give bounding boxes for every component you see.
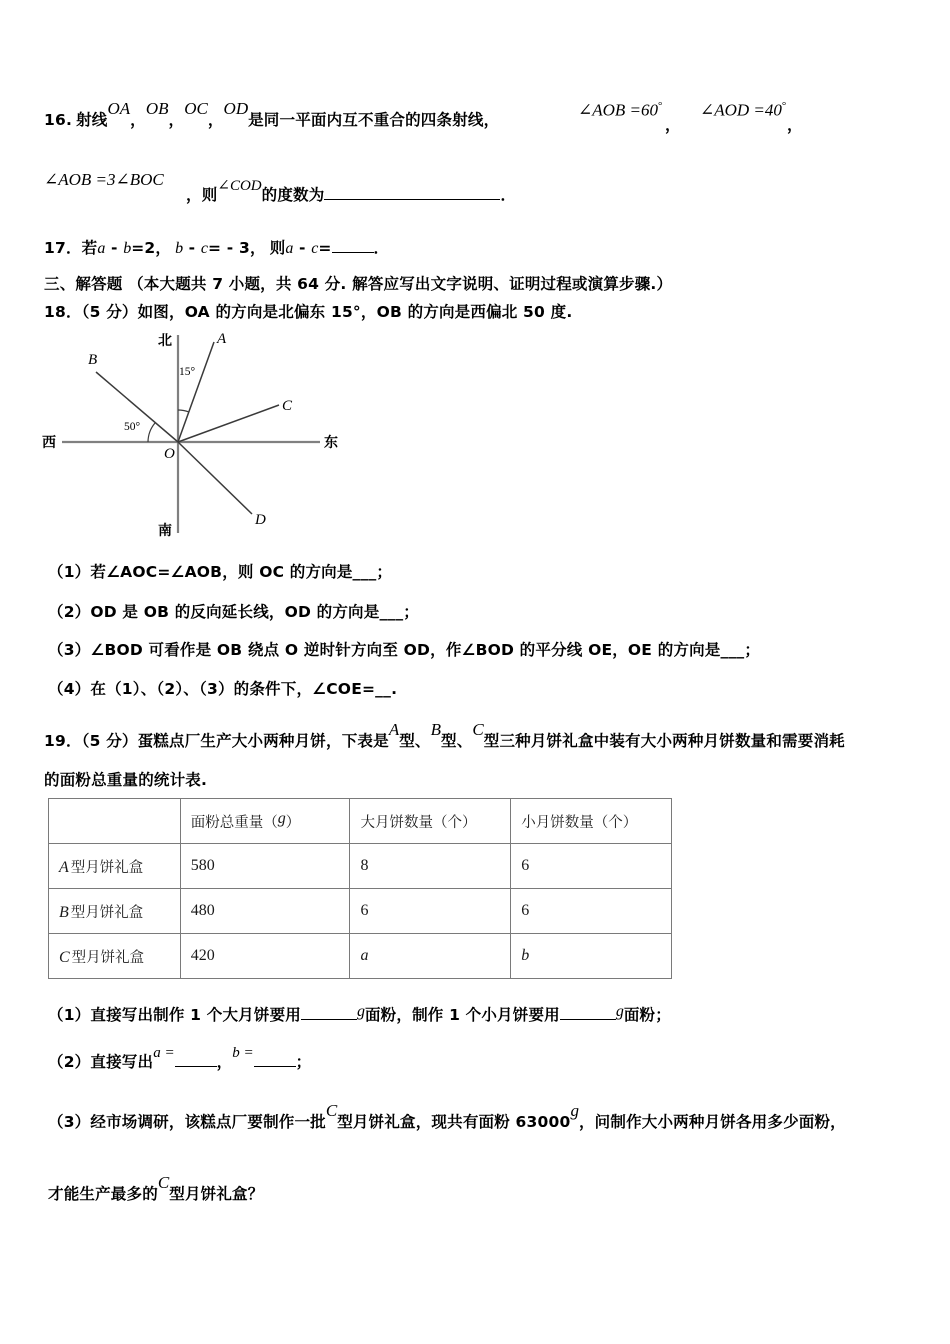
row-label-b — [49, 889, 181, 934]
problem-17 — [44, 236, 389, 258]
sub2-end: ； — [295, 1053, 312, 1071]
sub3-text-b: 型月饼礼盒，现共有面粉 63000 — [337, 1113, 571, 1131]
ray-od-label: OD — [223, 99, 249, 118]
row-c-text: 型月饼礼盒 — [71, 949, 145, 966]
problem-18-sub-3: （3）∠BOD 可看作是 OB 绕点 O 逆时针方向至 OD，作∠BOD 的平分线 OE，OE 的方向是___； — [48, 641, 761, 659]
sub3-line2-a: 才能生产最多的 — [48, 1185, 158, 1203]
cell-a-flour: 580 — [180, 844, 350, 889]
angle-label-15: 15° — [179, 366, 196, 378]
section-header-3: 三、解答题 （本大题共 7 小题，共 64 分. 解答应写出文字说明、证明过程或演算步骤.） — [44, 275, 673, 293]
header-small-count: 小月饼数量（个） — [511, 799, 672, 844]
header-flour-text: 面粉总重量（ — [190, 814, 278, 831]
problem-19-text-2: 型三种月饼礼盒中装有大小两种月饼数量和需要消耗 — [483, 732, 845, 750]
sub1-text-c: 面粉； — [623, 1006, 671, 1024]
eq-1: =2， — [131, 239, 172, 257]
comma-3: ， — [207, 111, 224, 129]
label-south: 南 — [158, 523, 172, 539]
cell-a-big: 8 — [350, 844, 511, 889]
label-ray-a: A — [217, 331, 227, 347]
cell-c-flour: 420 — [180, 934, 350, 979]
ray-oa — [178, 342, 214, 442]
problem-16-lead: 射线 — [76, 111, 108, 129]
header-corner-cell — [49, 799, 181, 844]
minus-2: - — [183, 239, 201, 257]
row-b-text: 型月饼礼盒 — [70, 904, 144, 921]
problem-16-number: 16. — [44, 111, 73, 129]
var-a-2: a — [285, 240, 294, 257]
then-text: ，则 — [186, 186, 218, 204]
eq-3: = — [318, 239, 332, 257]
problem-17-number: 17． — [44, 239, 82, 257]
answer-blank-19-2a[interactable] — [175, 1054, 217, 1067]
angle-aob-relation: ∠AOB =3∠BOC — [44, 170, 164, 189]
table-row — [49, 844, 672, 889]
type-b-label: B — [430, 720, 441, 739]
problem-18-sub-1: （1）若∠AOC=∠AOB，则 OC 的方向是___； — [48, 563, 393, 581]
sub1-text-b: 面粉，制作 1 个小月饼要用 — [364, 1006, 560, 1024]
sub3-text-a: （3）经市场调研，该糕点厂要制作一批 — [48, 1113, 326, 1131]
sub2-text-a: （2）直接写出 — [48, 1053, 154, 1071]
row-label-a — [49, 844, 181, 889]
cell-c-big: a — [350, 934, 511, 979]
problem-19-number: 19． — [44, 732, 82, 750]
mooncake-statistics-table — [48, 798, 672, 979]
comma-2: ， — [168, 111, 185, 129]
minus-1: - — [105, 239, 124, 257]
problem-19-sub-2 — [48, 1045, 312, 1072]
eq-2: = - 3， — [208, 239, 266, 257]
comma-after-aob: ， — [665, 116, 681, 134]
row-c-var: C — [59, 948, 70, 966]
var-b-2: b — [175, 240, 184, 257]
problem-16-body: 是同一平面内互不重合的四条射线， — [248, 111, 500, 129]
angle-aod-value: ∠AOD =40 — [700, 100, 782, 120]
problem-18-text: 如图，OA 的方向是北偏东 15°，OB 的方向是西偏北 50 度. — [137, 303, 573, 321]
label-north: 北 — [158, 333, 172, 349]
angle-cod-label: ∠COD — [217, 178, 262, 194]
cell-a-small: 6 — [511, 844, 672, 889]
problem-16-line2 — [44, 170, 164, 190]
degree-sign-2: ° — [781, 100, 787, 112]
problem-16-given-aod — [700, 100, 786, 120]
period-17: ． — [373, 239, 390, 257]
label-east: 东 — [324, 435, 338, 451]
var-a-eq: a = — [153, 1045, 175, 1061]
header-big-count: 大月饼数量（个） — [350, 799, 511, 844]
cell-b-flour: 480 — [180, 889, 350, 934]
row-label-c — [49, 934, 181, 979]
unit-g-3: g — [570, 1101, 579, 1120]
problem-16-given-aob — [578, 100, 662, 120]
label-ray-b: B — [88, 352, 98, 368]
var-b-1: b — [123, 240, 132, 257]
type-c-label: C — [472, 720, 484, 739]
problem-19-stem-line2: 的面粉总重量的统计表. — [44, 771, 208, 789]
label-origin-o: O — [164, 446, 175, 462]
answer-blank-19-2b[interactable] — [254, 1054, 296, 1067]
cell-b-small: 6 — [511, 889, 672, 934]
unit-g-2: g — [615, 1003, 624, 1020]
row-a-text: 型月饼礼盒 — [70, 859, 144, 876]
cell-c-small: b — [511, 934, 672, 979]
answer-blank-16[interactable] — [324, 187, 500, 200]
problem-16-line1 — [44, 99, 500, 130]
ray-oc — [178, 405, 279, 442]
compass-rays-diagram — [36, 322, 356, 542]
problem-18-sub-4: （4）在（1）、（2）、（3）的条件下，∠COE=__. — [48, 680, 398, 698]
row-a-var: A — [59, 858, 69, 876]
sub1-text-a: （1）直接写出制作 1 个大月饼要用 — [48, 1006, 301, 1024]
sub3-text-c: ，问制作大小两种月饼各用多少面粉， — [578, 1113, 846, 1131]
angle-label-50: 50° — [124, 421, 141, 433]
problem-18-sub-2: （2）OD 是 OB 的反向延长线，OD 的方向是___； — [48, 603, 419, 621]
header-flour-weight — [180, 799, 350, 844]
type-a-label: A — [388, 720, 400, 739]
var-c-2: c — [311, 240, 319, 257]
answer-blank-19-1b[interactable] — [560, 1007, 616, 1020]
problem-19-sub-1 — [48, 1003, 671, 1025]
var-b-eq: b = — [232, 1045, 254, 1061]
angle-aob-value: ∠AOB =60 — [578, 100, 659, 120]
problem-19-score: （5 分） — [81, 732, 138, 750]
problem-19-sub-3 — [48, 1101, 846, 1132]
problem-16-line2-cont — [186, 178, 517, 205]
comma-after-aod: ， — [787, 116, 803, 134]
ray-oa-label: OA — [107, 99, 131, 118]
sub3-type-c: C — [325, 1101, 338, 1120]
problem-19-text-1: 蛋糕点厂生产大小两种月饼，下表是 — [137, 732, 389, 750]
period-16: ． — [500, 186, 517, 204]
problem-19-sub-3-line2 — [48, 1173, 264, 1204]
table-row — [49, 889, 672, 934]
cell-b-big: 6 — [350, 889, 511, 934]
ray-od — [178, 442, 252, 514]
problem-18-stem — [44, 300, 572, 322]
unit-g-1: g — [356, 1003, 365, 1020]
comma-1: ， — [130, 111, 146, 129]
problem-19-stem — [44, 720, 845, 751]
row-b-var: B — [59, 903, 69, 921]
label-ray-d: D — [255, 512, 266, 528]
problem-17-pre: 若 — [81, 239, 98, 257]
angle-arc-50 — [148, 423, 155, 442]
problem-18-number: 18． — [44, 303, 82, 321]
minus-3: - — [293, 239, 312, 257]
header-unit-g: g — [277, 809, 286, 827]
label-ray-c: C — [282, 398, 293, 414]
type-sep-1: 型、 — [399, 732, 431, 750]
type-sep-2: 型、 — [441, 732, 473, 750]
sub2-sep: ， — [216, 1053, 233, 1071]
label-west: 西 — [42, 435, 56, 451]
table-header-row — [49, 799, 672, 844]
header-unit-close: ） — [285, 814, 301, 831]
problem-18-score: （5 分） — [81, 303, 138, 321]
ray-ob-label: OB — [145, 99, 169, 118]
degree-ask-text: 的度数为 — [261, 186, 325, 204]
sub3-line2-type-c: C — [157, 1173, 170, 1192]
answer-blank-19-1a[interactable] — [301, 1007, 357, 1020]
degree-sign-1: ° — [658, 100, 663, 112]
ray-oc-label: OC — [184, 99, 208, 118]
table-row — [49, 934, 672, 979]
sub3-line2-b: 型月饼礼盒？ — [169, 1185, 264, 1203]
then-17: 则 — [269, 239, 286, 257]
var-a-1: a — [97, 240, 106, 257]
angle-arc-15 — [178, 410, 189, 412]
answer-blank-17[interactable] — [332, 240, 374, 253]
var-c-1: c — [200, 240, 209, 257]
